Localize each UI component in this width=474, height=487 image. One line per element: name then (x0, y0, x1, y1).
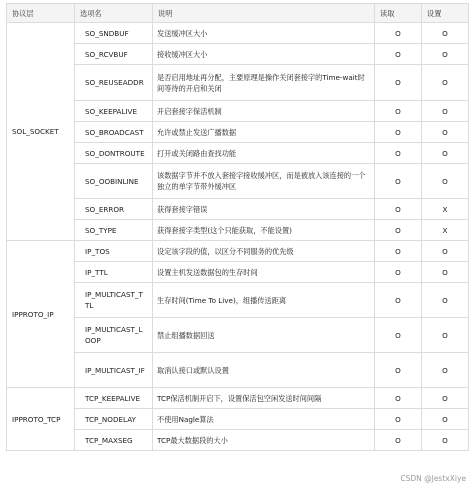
table-row (7, 388, 469, 409)
table-header-row (7, 4, 469, 23)
set-flag: O (422, 283, 469, 318)
table-row (7, 409, 469, 430)
read-flag: O (375, 101, 422, 122)
set-flag: O (422, 65, 469, 101)
option-name: SO_OOBINLINE (75, 164, 153, 199)
table-row (7, 430, 469, 451)
option-name: SO_TYPE (75, 220, 153, 241)
table-row (7, 353, 469, 388)
read-flag: O (375, 388, 422, 409)
table-row (7, 262, 469, 283)
read-flag: O (375, 23, 422, 44)
read-flag: O (375, 44, 422, 65)
read-flag: O (375, 430, 422, 451)
set-flag: O (422, 44, 469, 65)
option-description: 发送缓冲区大小 (153, 23, 375, 44)
option-name: IP_MULTICAST_LOOP (75, 318, 153, 353)
header-description: 说明 (153, 4, 375, 23)
read-flag: O (375, 143, 422, 164)
option-name: SO_ERROR (75, 199, 153, 220)
read-flag: O (375, 164, 422, 199)
set-flag: O (422, 164, 469, 199)
level-cell-sol-socket: SOL_SOCKET (7, 23, 75, 241)
read-flag: O (375, 318, 422, 353)
set-flag: O (422, 318, 469, 353)
option-description: 是否启用地址再分配，主要原理是操作关闭套接字的Time-wait时间等待的开启和关闭 (153, 65, 375, 101)
table-row (7, 318, 469, 353)
option-description: 接收缓冲区大小 (153, 44, 375, 65)
set-flag: X (422, 199, 469, 220)
header-set: 设置 (422, 4, 469, 23)
option-name: IP_TTL (75, 262, 153, 283)
option-name: SO_REUSEADDR (75, 65, 153, 101)
set-flag: O (422, 430, 469, 451)
set-flag: O (422, 143, 469, 164)
table-row (7, 164, 469, 199)
set-flag: O (422, 388, 469, 409)
option-description: 允许或禁止发送广播数据 (153, 122, 375, 143)
option-description: 设置主机发送数据包的生存时间 (153, 262, 375, 283)
option-name: SO_DONTROUTE (75, 143, 153, 164)
option-description: 设定该字段的值，以区分不同服务的优先级 (153, 241, 375, 262)
read-flag: O (375, 241, 422, 262)
read-flag: O (375, 262, 422, 283)
table-row (7, 199, 469, 220)
option-name: SO_SNDBUF (75, 23, 153, 44)
read-flag: O (375, 65, 422, 101)
table-row (7, 65, 469, 101)
option-description: TCP最大数据段的大小 (153, 430, 375, 451)
set-flag: X (422, 220, 469, 241)
option-description: 打开或关闭路由查找功能 (153, 143, 375, 164)
table-row (7, 283, 469, 318)
read-flag: O (375, 199, 422, 220)
option-name: TCP_KEEPALIVE (75, 388, 153, 409)
read-flag: O (375, 409, 422, 430)
option-name: SO_RCVBUF (75, 44, 153, 65)
header-level: 协议层 (7, 4, 75, 23)
option-description: 开启套接字保活机制 (153, 101, 375, 122)
option-description: 取消认接口或默认设置 (153, 353, 375, 388)
set-flag: O (422, 262, 469, 283)
option-name: SO_BROADCAST (75, 122, 153, 143)
read-flag: O (375, 122, 422, 143)
option-description: 该数据字节并不放入套接字接收缓冲区，而是被放入该连接的一个独立的单字节带外缓冲区 (153, 164, 375, 199)
level-cell-ipproto-ip: IPPROTO_IP (7, 241, 75, 388)
set-flag: O (422, 409, 469, 430)
option-name: IP_MULTICAST_IF (75, 353, 153, 388)
option-description: 获得套接字类型(这个只能获取，不能设置) (153, 220, 375, 241)
table-row (7, 241, 469, 262)
read-flag: O (375, 220, 422, 241)
option-name: SO_KEEPALIVE (75, 101, 153, 122)
header-option: 选项名 (75, 4, 153, 23)
socket-options-table (6, 3, 469, 451)
option-name: TCP_NODELAY (75, 409, 153, 430)
set-flag: O (422, 101, 469, 122)
header-read: 读取 (375, 4, 422, 23)
option-description: 获得套接字错误 (153, 199, 375, 220)
read-flag: O (375, 353, 422, 388)
option-description: 不使用Nagle算法 (153, 409, 375, 430)
table-row (7, 220, 469, 241)
read-flag: O (375, 283, 422, 318)
set-flag: O (422, 23, 469, 44)
set-flag: O (422, 241, 469, 262)
table-row (7, 23, 469, 44)
table-row (7, 143, 469, 164)
option-name: IP_TOS (75, 241, 153, 262)
table-row (7, 44, 469, 65)
csdn-watermark: CSDN @JestxXiye (400, 474, 466, 483)
set-flag: O (422, 353, 469, 388)
table-row (7, 122, 469, 143)
option-name: IP_MULTICAST_TTL (75, 283, 153, 318)
table-row (7, 101, 469, 122)
level-cell-ipproto-tcp: IPPROTO_TCP (7, 388, 75, 451)
option-description: 禁止组播数据回送 (153, 318, 375, 353)
option-description: TCP保活机制开启下，设置保活包空闲发送时间间隔 (153, 388, 375, 409)
option-description: 生存时间(Time To Live)，组播传送距离 (153, 283, 375, 318)
set-flag: O (422, 122, 469, 143)
option-name: TCP_MAXSEG (75, 430, 153, 451)
